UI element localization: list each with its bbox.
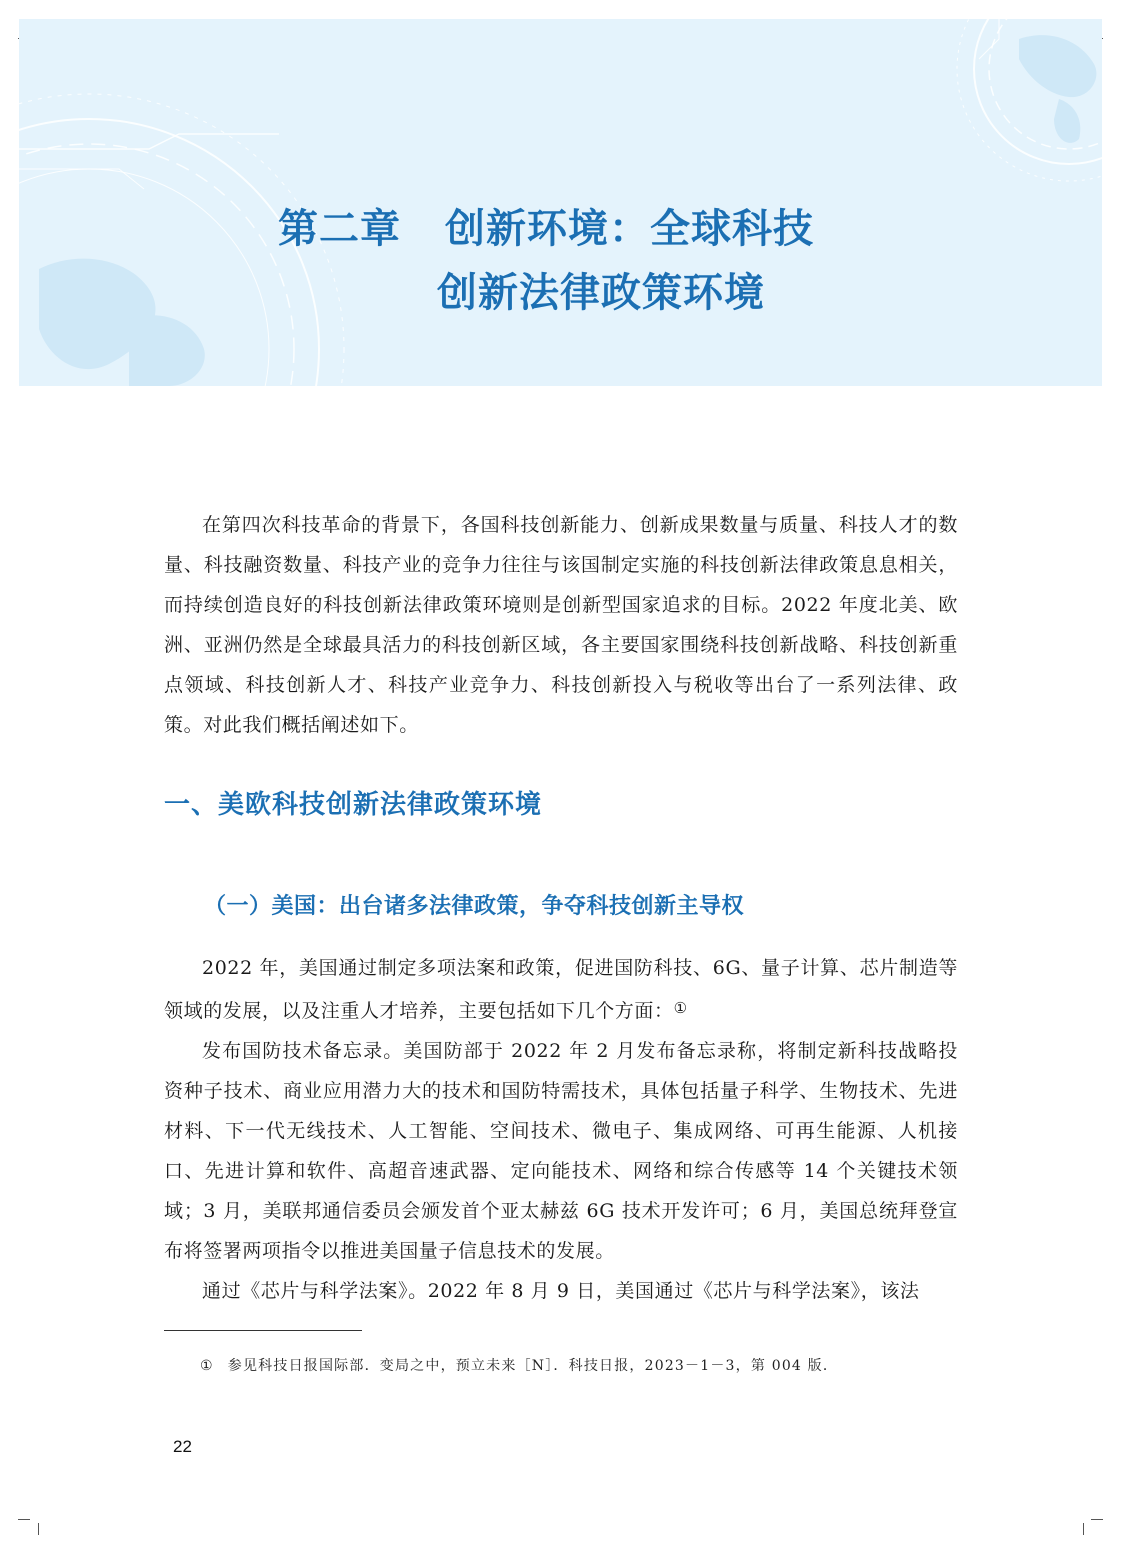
subsection-body <box>164 948 958 1311</box>
chapter-title-line1 <box>278 197 814 254</box>
subsection-heading: （一）美国：出台诸多法律政策，争夺科技创新主导权 <box>204 894 745 919</box>
footnote-mark: ① <box>200 1358 214 1374</box>
crop-mark <box>38 1523 39 1535</box>
crop-mark <box>1083 1523 1084 1535</box>
footnote-divider <box>164 1330 362 1331</box>
chapter-title <box>19 19 1102 386</box>
chapter-title-line2: 创新法律政策环境 <box>437 270 765 316</box>
chapter-title-text: 创新环境：全球科技 <box>445 206 814 252</box>
footnote-ref[interactable]: ① <box>673 999 688 1017</box>
page-number: 22 <box>173 1437 192 1456</box>
footnote <box>200 1355 838 1375</box>
chapter-number: 第二章 <box>278 206 401 252</box>
section-heading: 一、美欧科技创新法律政策环境 <box>164 790 543 820</box>
footnote-text: 参见科技日报国际部．变局之中，预立未来［N］．科技日报，2023－1－3，第 004 版． <box>227 1358 839 1374</box>
body-paragraph-2: 发布国防技术备忘录。美国防部于 2022 年 2 月发布备忘录称，将制定新科技战略投资种子技术、商业应用潜力大的技术和国防特需技术，具体包括量子科学、生物技术、先进材料、下一代无线技术、人工智能、空间技术、微电子、集成网络、可再生能源、人机接口、先进计算和软件、高超音速武器、定向能技术、网络和综合传感等 14 个关键技术领域；3 月，美联邦通信委员会颁发首个亚太赫兹 6G 技术开发许可；6 月，美国总统拜登宣布将签署两项指令以推进美国量子信息技术的发展。 <box>164 1040 958 1262</box>
intro-paragraph: 在第四次科技革命的背景下，各国科技创新能力、创新成果数量与质量、科技人才的数量、科技融资数量、科技产业的竞争力往往与该国制定实施的科技创新法律政策息息相关，而持续创造良好的科技创新法律政策环境则是创新型国家追求的目标。2022 年度北美、欧洲、亚洲仍然是全球最具活力的科技创新区域，各主要国家围绕科技创新战略、科技创新重点领域、科技创新人才、科技产业竞争力、科技创新投入与税收等出台了一系列法律、政策。对此我们概括阐述如下。 <box>164 514 958 736</box>
crop-mark <box>1091 1519 1103 1520</box>
body-paragraph-3: 通过《芯片与科学法案》。2022 年 8 月 9 日，美国通过《芯片与科学法案》，该法 <box>202 1280 920 1302</box>
paragraph-text: 2022 年，美国通过制定多项法案和政策，促进国防科技、6G、量子计算、芯片制造等领域的发展，以及注重人才培养，主要包括如下几个方面： <box>164 957 958 1022</box>
chapter-banner <box>19 19 1102 386</box>
intro-section <box>164 505 958 745</box>
crop-mark <box>18 1519 30 1520</box>
body-paragraph-1 <box>164 948 958 1031</box>
